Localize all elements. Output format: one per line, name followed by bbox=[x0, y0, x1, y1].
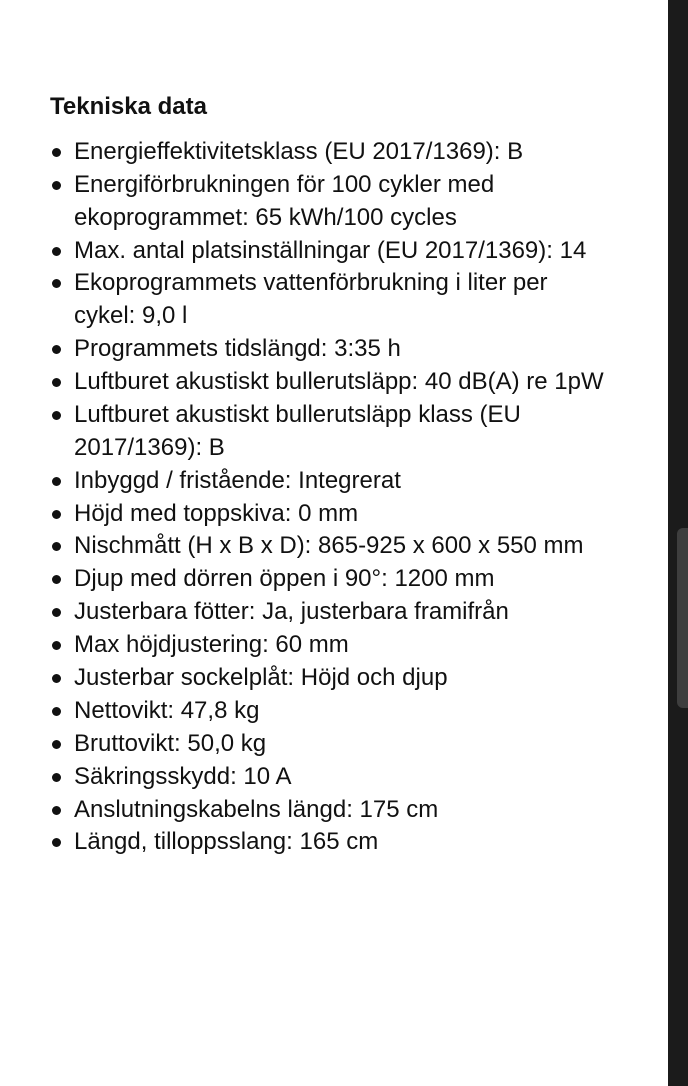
spec-text: Luftburet akustiskt bullerutsläpp klass (EU 2017/1369): B bbox=[74, 400, 521, 461]
bullet-icon bbox=[52, 641, 61, 650]
bullet-icon bbox=[52, 148, 61, 157]
list-item bbox=[50, 136, 610, 169]
list-item bbox=[50, 169, 610, 235]
list-item bbox=[50, 563, 610, 596]
bullet-icon bbox=[52, 542, 61, 551]
list-item bbox=[50, 761, 610, 794]
list-item bbox=[50, 235, 610, 268]
bullet-icon bbox=[52, 247, 61, 256]
spec-text: Säkringsskydd: 10 A bbox=[74, 762, 292, 790]
spec-text: Max. antal platsinställningar (EU 2017/1369): 14 bbox=[74, 236, 587, 264]
spec-text: Justerbar sockelplåt: Höjd och djup bbox=[74, 663, 448, 691]
list-item bbox=[50, 826, 610, 859]
bullet-icon bbox=[52, 181, 61, 190]
spec-text: Ekoprogrammets vattenförbrukning i liter per cykel: 9,0 l bbox=[74, 269, 548, 330]
bullet-icon bbox=[52, 378, 61, 387]
list-item bbox=[50, 333, 610, 366]
bullet-icon bbox=[52, 838, 61, 847]
spec-text: Max höjdjustering: 60 mm bbox=[74, 631, 349, 659]
section-title: Tekniska data bbox=[50, 93, 207, 120]
bullet-icon bbox=[52, 608, 61, 617]
spec-text: Anslutningskabelns längd: 175 cm bbox=[74, 795, 439, 823]
list-item bbox=[50, 498, 610, 531]
bullet-icon bbox=[52, 345, 61, 354]
spec-text: Energieffektivitetsklass (EU 2017/1369): B bbox=[74, 138, 524, 165]
bullet-icon bbox=[52, 707, 61, 716]
list-item bbox=[50, 267, 610, 333]
bullet-icon bbox=[52, 773, 61, 782]
bullet-icon bbox=[52, 510, 61, 519]
spec-text: Justerbara fötter: Ja, justerbara framifrån bbox=[74, 598, 509, 626]
list-item bbox=[50, 465, 610, 498]
list-item bbox=[50, 596, 610, 629]
spec-text: Nischmått (H x B x D): 865-925 x 600 x 550 mm bbox=[74, 532, 584, 560]
spec-text: Längd, tilloppsslang: 165 cm bbox=[74, 828, 379, 856]
list-item bbox=[50, 695, 610, 728]
spec-text: Nettovikt: 47,8 kg bbox=[74, 696, 260, 724]
spec-text: Luftburet akustiskt bullerutsläpp: 40 dB(A) re 1pW bbox=[74, 368, 604, 396]
list-item bbox=[50, 530, 610, 563]
bullet-icon bbox=[52, 674, 61, 683]
spec-text: Inbyggd / fristående: Integrerat bbox=[74, 466, 401, 494]
bullet-icon bbox=[52, 740, 61, 749]
list-item bbox=[50, 629, 610, 662]
spec-text: Djup med dörren öppen i 90°: 1200 mm bbox=[74, 565, 495, 593]
spec-text: Energiförbrukningen för 100 cykler med ekoprogrammet: 65 kWh/100 cycles bbox=[74, 170, 495, 231]
bullet-icon bbox=[52, 575, 61, 584]
spec-text: Programmets tidslängd: 3:35 h bbox=[74, 335, 401, 363]
spec-list bbox=[50, 136, 610, 859]
spec-text: Höjd med toppskiva: 0 mm bbox=[74, 499, 359, 527]
bullet-icon bbox=[52, 279, 61, 288]
spec-text: Bruttovikt: 50,0 kg bbox=[74, 729, 267, 757]
bullet-icon bbox=[52, 411, 61, 420]
list-item bbox=[50, 662, 610, 695]
list-item bbox=[50, 794, 610, 827]
scrollbar-thumb[interactable] bbox=[677, 528, 688, 708]
list-item bbox=[50, 366, 610, 399]
list-item bbox=[50, 399, 610, 465]
bullet-icon bbox=[52, 806, 61, 815]
bullet-icon bbox=[52, 477, 61, 486]
list-item bbox=[50, 728, 610, 761]
